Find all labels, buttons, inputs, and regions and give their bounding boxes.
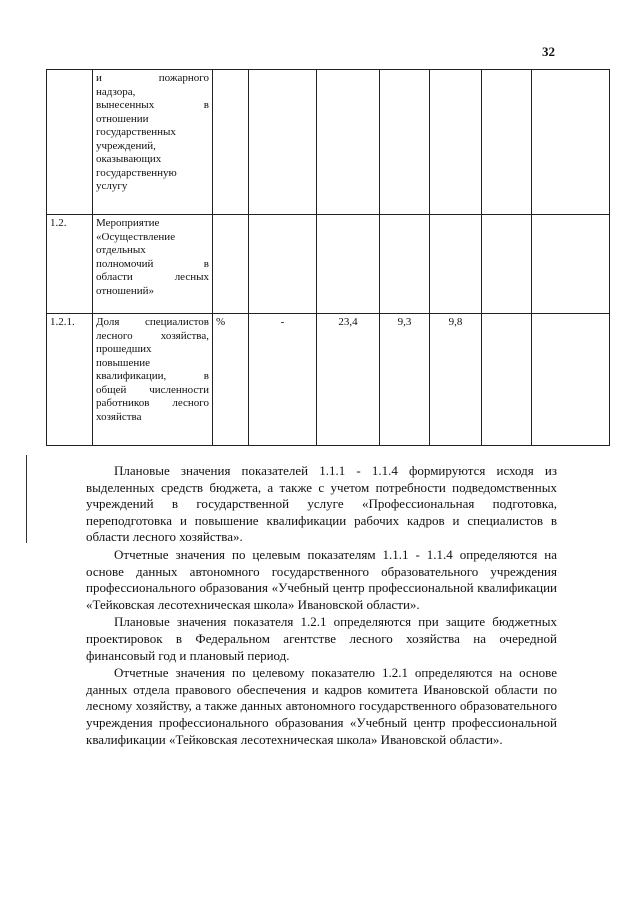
description-line: вынесенных в [96,99,209,111]
row-number-cell [47,70,93,215]
value-cell-v2: 23,4 [317,314,380,446]
description-line: квалификации, в [96,370,209,382]
paragraph-4: Отчетные значения по целевому показателю 1.2.1 определяются на основе данных отдела правового обеспечения и кадров комитета Ивановской области по лесному хозяйству, а также данных автономного государственного образовательного учреждения профессионального образования «Учебный центр профессиональной квалификации «Тейковская лесотехническая школа» Ивановской области». [86,665,557,747]
indicator-description-cell [93,314,213,446]
description-line: отдельных [96,244,146,256]
description-line: Доля специалистов [96,316,209,328]
value-cell-v3 [380,215,430,314]
value-cell-v4 [430,70,482,215]
body-text [86,463,557,749]
unit-cell: % [213,314,249,446]
value-cell-v6 [532,314,610,446]
description-line: хозяйства [96,410,142,423]
description-line: «Осуществление [96,230,176,243]
description-line: прошедших [96,343,152,355]
value-cell-v6 [532,70,610,215]
description-line: отношений» [96,284,155,297]
value-cell-v1 [249,70,317,215]
indicators-table [46,69,610,446]
unit-cell [213,70,249,215]
value-cell-v5 [482,314,532,446]
description-line: государственных [96,126,176,138]
unit-cell [213,215,249,314]
description-line: Мероприятие [96,217,160,229]
paragraph-2: Отчетные значения по целевым показателям 1.1.1 - 1.1.4 определяются на основе данных автономного государственного образовательного учреждения профессионального образования «Учебный центр профессиональной квалификации «Тейковская лесотехническая школа» Ивановской области». [86,546,557,612]
description-line: государственную [96,166,177,179]
value-cell-v3: 9,3 [380,314,430,446]
table-row [47,70,610,215]
value-cell-v1: - [249,314,317,446]
description-line: услугу [96,180,128,192]
value-cell-v2 [317,70,380,215]
value-cell-v1 [249,215,317,314]
value-cell-v3 [380,70,430,215]
description-line: полномочий в [96,257,209,270]
table-row [47,215,610,314]
table-row [47,314,610,446]
description-line: области лесных [96,271,209,283]
description-line: работников лесного [96,397,209,409]
description-line: оказывающих [96,153,162,165]
description-line: и пожарного [96,72,209,84]
value-cell-v4: 9,8 [430,314,482,446]
value-cell-v2 [317,215,380,314]
value-cell-v4 [430,215,482,314]
description-line: общей численности [96,383,209,396]
description-line: повышение [96,356,150,369]
description-line: отношении [96,112,149,125]
indicator-description-cell [93,70,213,215]
margin-mark [26,455,27,543]
row-number-cell: 1.2.1. [47,314,93,446]
value-cell-v5 [482,215,532,314]
page-number: 32 [542,44,555,59]
description-line: надзора, [96,85,136,98]
description-line: лесного хозяйства, [96,329,209,342]
paragraph-3: Плановые значения показателя 1.2.1 определяются при защите бюджетных проектировок в Федеральном агентстве лесного хозяйства на очередной финансовый год и плановый период. [86,614,557,663]
row-number-cell: 1.2. [47,215,93,314]
description-line: учреждений, [96,139,156,152]
paragraph-1: Плановые значения показателей 1.1.1 - 1.1.4 формируются исходя из выделенных средств бюджета, а также с учетом потребности подведомственных учреждений в государственной услуге «Профессиональная подготовка, переподготовка и повышение квалификации рабочих кадров и специалистов в области лесного хозяйства». [86,463,557,545]
indicator-description-cell [93,215,213,314]
value-cell-v6 [532,215,610,314]
value-cell-v5 [482,70,532,215]
